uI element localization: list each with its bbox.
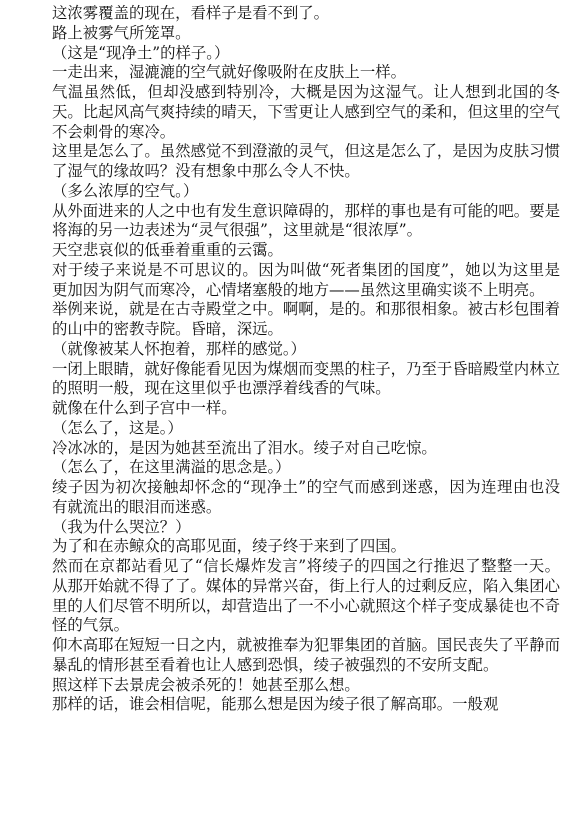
paragraph: 天空悲哀似的低垂着重重的云霭。	[52, 241, 283, 259]
document-page	[52, 4, 560, 715]
paragraph: 仰木高耶在短短一日之内，就被推奉为犯罪集团的首脑。国民丧失了平静而暴乱的情形甚至看着也让人感到恐惧，绫子被强烈的不安所支配。	[52, 636, 560, 674]
paragraph: 举例来说，就是在古寺殿堂之中。啊啊，是的。和那很相象。被古杉包围着的山中的密教寺院。昏暗，深远。	[52, 300, 560, 338]
paragraph: （怎么了，这是。）	[52, 418, 183, 437]
paragraph: 冷冰冰的，是因为她甚至流出了泪水。绫子对自己吃惊。	[52, 438, 437, 457]
paragraph: 路上被雾气所笼罩。	[52, 23, 191, 42]
paragraph: （这是“现净土”的样子。）	[52, 43, 230, 62]
paragraph: 一走出来，湿漉漉的空气就好像吸附在皮肤上一样。	[52, 63, 406, 82]
paragraph: （就像被某人怀抱着，那样的感觉。）	[52, 339, 306, 358]
paragraph: 气温虽然低，但却没感到特别冷，大概是因为这湿气。让人想到北国的冬天。比起风高气爽持续的晴天，下雪更让人感到空气的柔和，但这里的空气不会刺骨的寒冷。	[52, 83, 560, 141]
paragraph: （怎么了，在这里满溢的思念是。）	[52, 458, 291, 477]
paragraph: 然而在京都站看见了“信长爆炸发言”将绫子的四国之行推迟了整整一天。从那开始就不得了了。媒体的异常兴奋，街上行人的过剩反应，陷入集团心里的人们尽管不明所以，却营造出了一不小心就照这个样子变成暴徒也不奇怪的气氛。	[52, 557, 560, 635]
paragraph: 一闭上眼睛，就好像能看见因为煤烟而变黑的柱子，乃至于昏暗殿堂内林立的照明一般，现在这里似乎也漂浮着线香的气味。	[52, 359, 560, 398]
paragraph: 为了和在赤鲸众的高耶见面，绫子终于来到了四国。	[52, 537, 406, 556]
paragraph: 从外面进来的人之中也有发生意识障碍的，那样的事也是有可能的吧。要是将海的另一边表述为“灵气很强”，这里就是“很浓厚”。	[52, 201, 560, 240]
paragraph: （我为什么哭泣？）	[52, 517, 191, 536]
paragraph: 对于绫子来说是不可思议的。因为叫做“死者集团的国度”，她以为这里是更加因为阴气而寒冷，心情堵塞般的地方——虽然这里确实谈不上明亮。	[52, 260, 560, 299]
paragraph: 绫子因为初次接触却怀念的“现净土”的空气而感到迷惑，因为连理由也没有就流出的眼泪而迷惑。	[52, 478, 560, 516]
paragraph: 就像在什么到子宫中一样。	[52, 399, 237, 417]
paragraph: 照这样下去景虎会被杀死的！她甚至那么想。	[52, 675, 360, 694]
paragraph: 这里是怎么了。虽然感觉不到澄澈的灵气，但这是怎么了，是因为皮肤习惯了湿气的缘故吗？没有想象中那么令人不快。	[52, 142, 560, 180]
paragraph: （多么浓厚的空气。）	[52, 181, 199, 200]
paragraph: 那样的话，谁会相信呢，能那么想是因为绫子很了解高耶。一般观	[52, 695, 499, 714]
paragraph: 这浓雾覆盖的现在，看样子是看不到了。	[52, 4, 330, 22]
